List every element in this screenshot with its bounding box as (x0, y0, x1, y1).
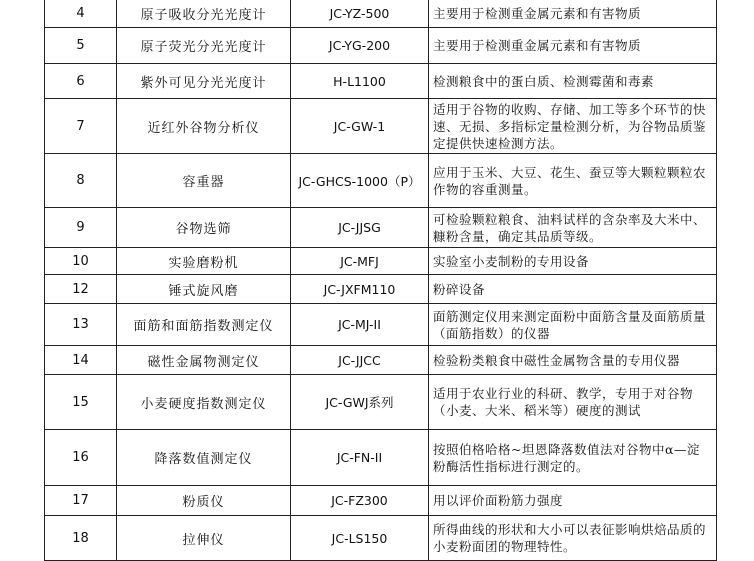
table-row (45, 154, 717, 208)
table-row (45, 375, 717, 430)
table-row (45, 99, 717, 154)
description: 粉碎设备 (429, 275, 717, 304)
model-number: H-L1100 (291, 64, 429, 99)
description: 面筋测定仪用来测定面粉中面筋含量及面筋质量（面筋指数）的仪器 (429, 304, 717, 346)
table-row (45, 64, 717, 99)
instrument-name: 容重器 (117, 154, 291, 208)
row-number: 7 (45, 99, 117, 154)
instrument-name: 原子吸收分光光度计 (117, 0, 291, 28)
row-number: 10 (45, 248, 117, 275)
description: 主要用于检测重金属元素和有害物质 (429, 0, 717, 28)
model-number: JC-GHCS-1000（P） (291, 154, 429, 208)
row-number: 8 (45, 154, 117, 208)
model-number: JC-JJSG (291, 208, 429, 248)
row-number: 6 (45, 64, 117, 99)
row-number: 12 (45, 275, 117, 304)
row-number: 17 (45, 486, 117, 516)
row-number: 5 (45, 28, 117, 64)
model-number: JC-GW-1 (291, 99, 429, 154)
instrument-name: 小麦硬度指数测定仪 (117, 375, 291, 430)
description: 实验室小麦制粉的专用设备 (429, 248, 717, 275)
row-number: 9 (45, 208, 117, 248)
model-number: JC-YG-200 (291, 28, 429, 64)
description: 适用于农业行业的科研、教学，专用于对谷物（小麦、大米、稻米等）硬度的测试 (429, 375, 717, 430)
instrument-name: 磁性金属物测定仪 (117, 346, 291, 375)
row-number: 16 (45, 430, 117, 486)
table-row (45, 516, 717, 561)
description: 适用于谷物的收购、存储、加工等多个环节的快速、无损、多指标定量检测分析，为谷物品质鉴定提供快速检测方法。 (429, 99, 717, 154)
instrument-name: 原子荧光分光光度计 (117, 28, 291, 64)
row-number: 13 (45, 304, 117, 346)
instrument-name: 近红外谷物分析仪 (117, 99, 291, 154)
instrument-name: 锤式旋风磨 (117, 275, 291, 304)
table-row (45, 346, 717, 375)
model-number: JC-FZ300 (291, 486, 429, 516)
table-row (45, 28, 717, 64)
description: 可检验颗粒粮食、油料试样的含杂率及大米中、糠粉含量，确定其品质等级。 (429, 208, 717, 248)
table-row (45, 248, 717, 275)
model-number: JC-LS150 (291, 516, 429, 561)
model-number: JC-MJ-II (291, 304, 429, 346)
description: 应用于玉米、大豆、花生、蚕豆等大颗粒颗粒农作物的容重测量。 (429, 154, 717, 208)
model-number: JC-JXFM110 (291, 275, 429, 304)
model-number: JC-YZ-500 (291, 0, 429, 28)
instrument-name: 紫外可见分光光度计 (117, 64, 291, 99)
table-row (45, 208, 717, 248)
table-row (45, 430, 717, 486)
instrument-name: 粉质仪 (117, 486, 291, 516)
row-number: 15 (45, 375, 117, 430)
table-row (45, 275, 717, 304)
row-number: 4 (45, 0, 117, 28)
table-row (45, 0, 717, 28)
model-number: JC-MFJ (291, 248, 429, 275)
instrument-name: 面筋和面筋指数测定仪 (117, 304, 291, 346)
model-number: JC-FN-II (291, 430, 429, 486)
description: 检测粮食中的蛋白质、检测霉菌和毒素 (429, 64, 717, 99)
table-row (45, 486, 717, 516)
equipment-table (44, 0, 717, 561)
instrument-name: 谷物选筛 (117, 208, 291, 248)
description: 检验粉类粮食中磁性金属物含量的专用仪器 (429, 346, 717, 375)
model-number: JC-GWJ系列 (291, 375, 429, 430)
instrument-name: 降落数值测定仪 (117, 430, 291, 486)
model-number: JC-JJCC (291, 346, 429, 375)
instrument-name: 拉伸仪 (117, 516, 291, 561)
table-row (45, 304, 717, 346)
description: 按照伯格哈格~坦恩降落数值法对谷物中α—淀粉酶活性指标进行测定的。 (429, 430, 717, 486)
row-number: 18 (45, 516, 117, 561)
description: 用以评价面粉筋力强度 (429, 486, 717, 516)
description: 所得曲线的形状和大小可以表征影响烘焙品质的小麦粉面团的物理特性。 (429, 516, 717, 561)
row-number: 14 (45, 346, 117, 375)
instrument-name: 实验磨粉机 (117, 248, 291, 275)
description: 主要用于检测重金属元素和有害物质 (429, 28, 717, 64)
